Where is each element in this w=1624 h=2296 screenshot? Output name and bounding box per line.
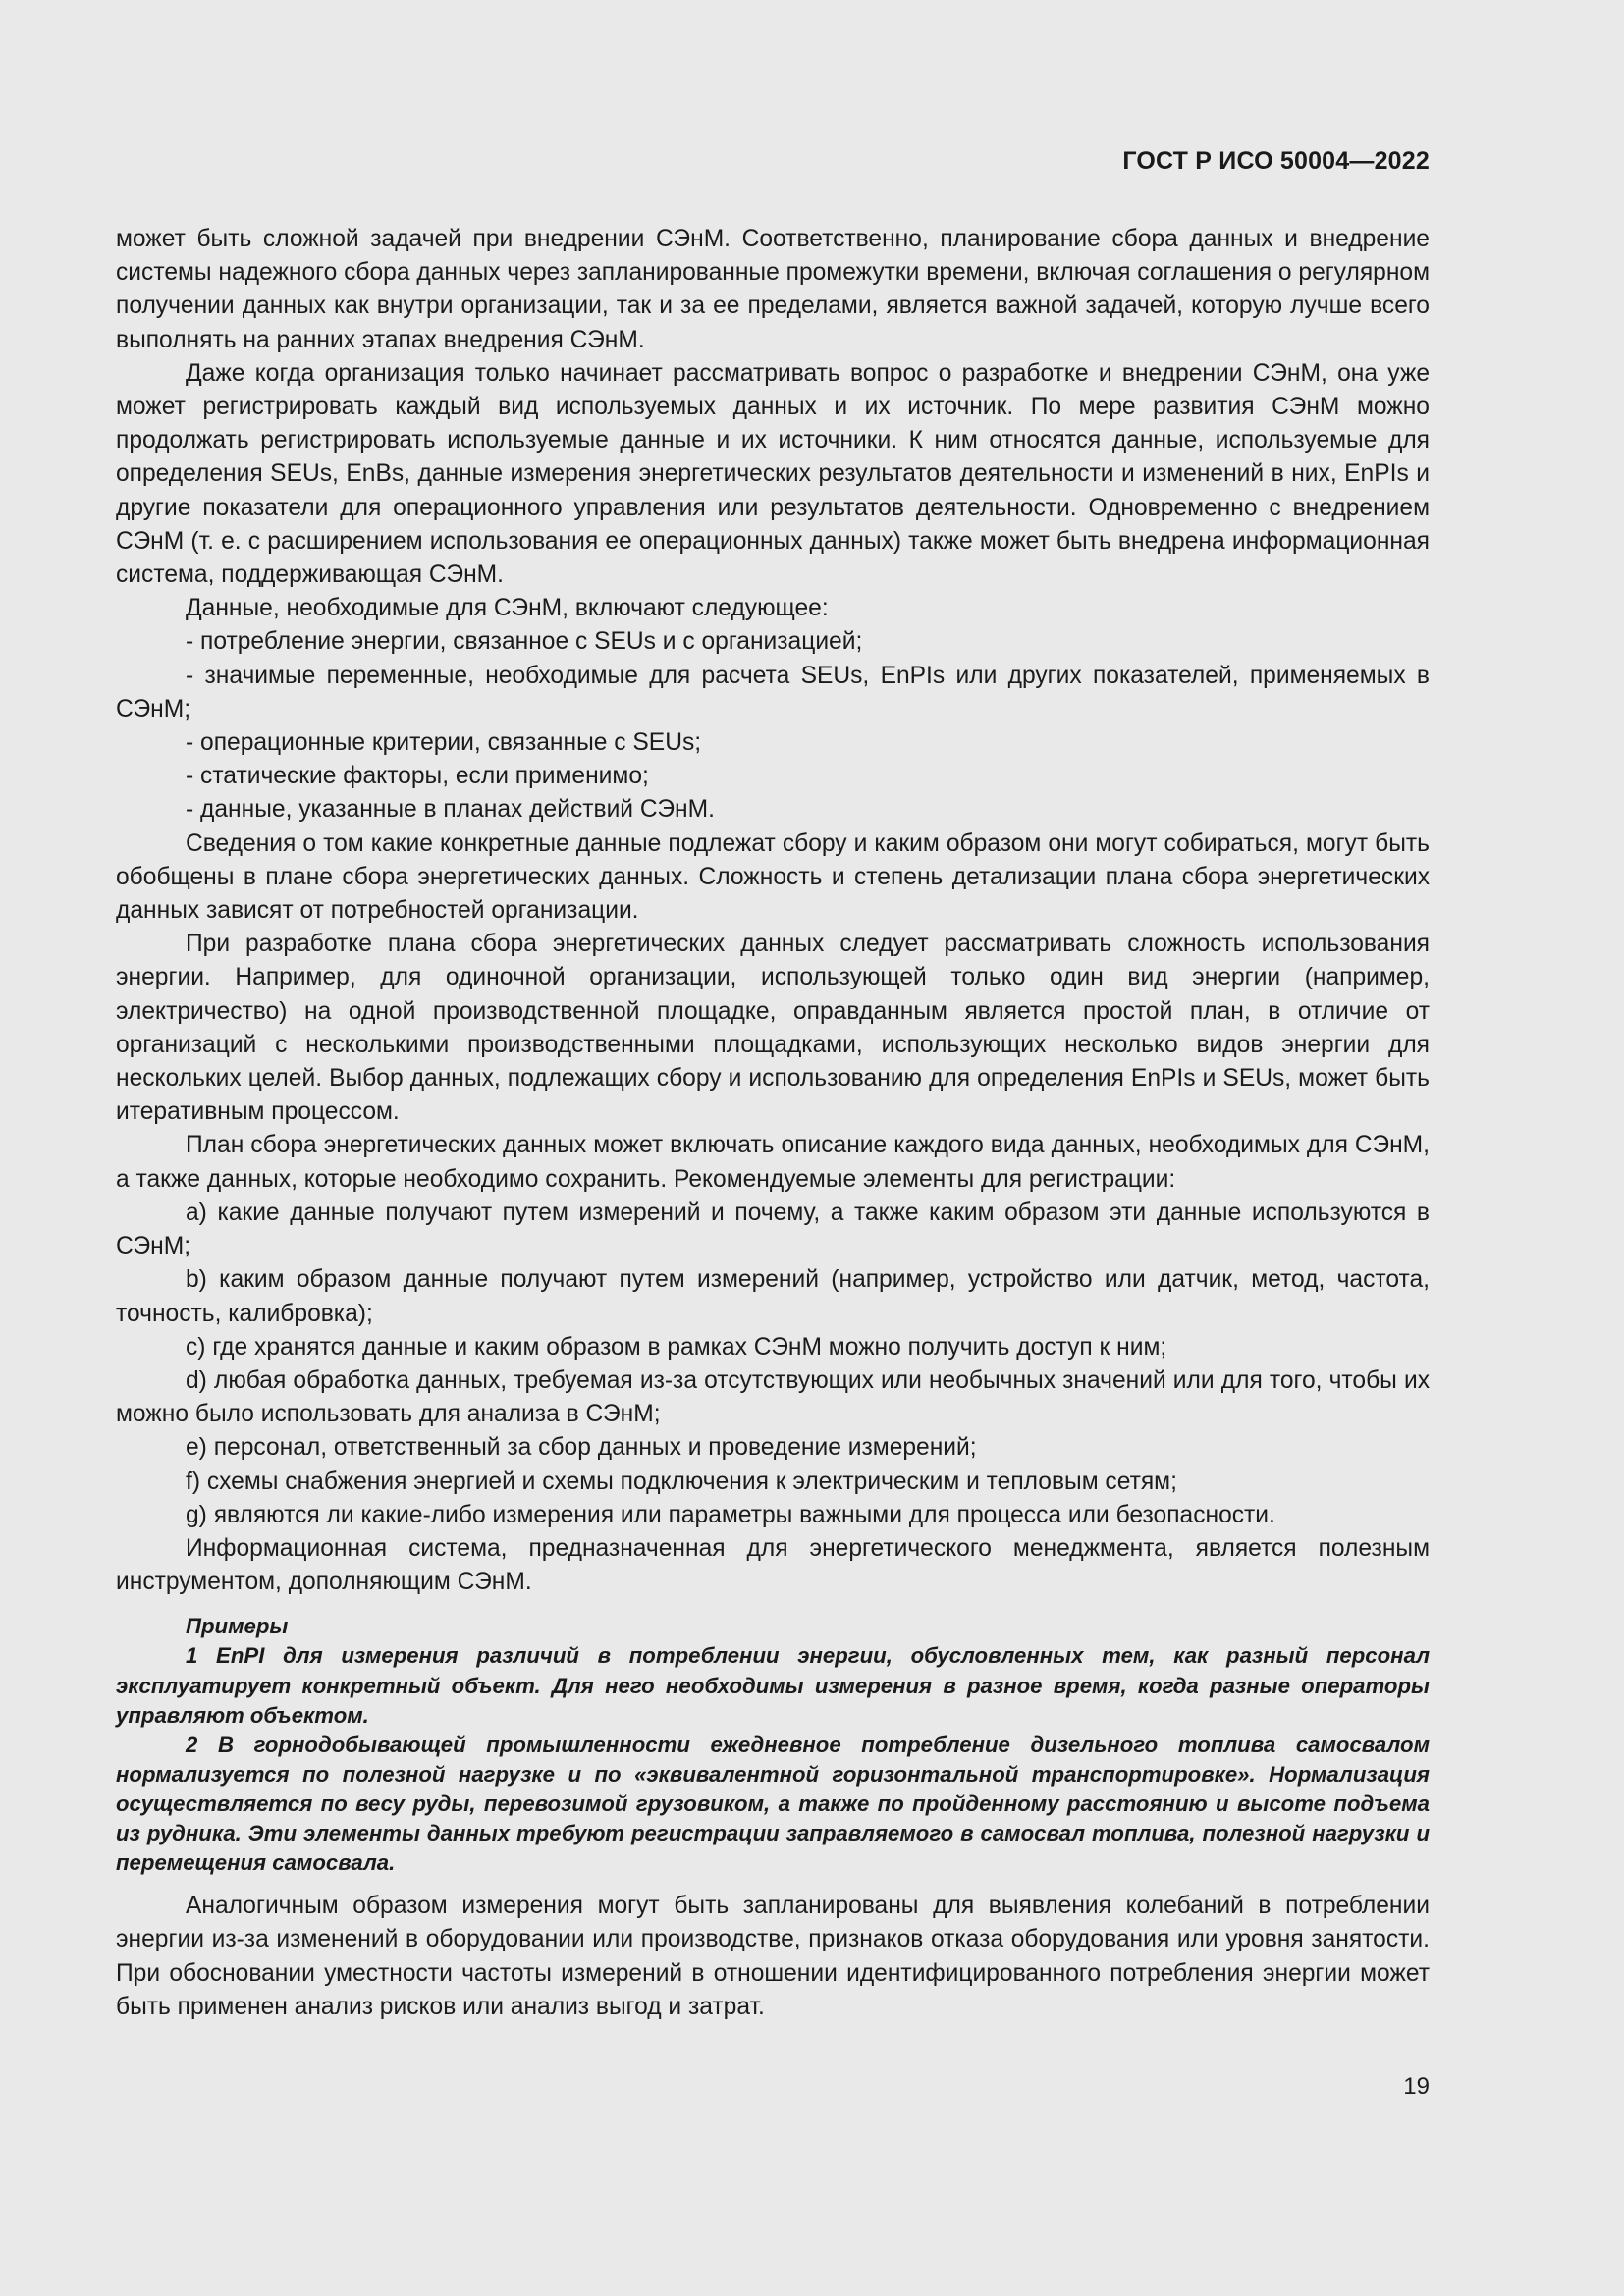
paragraph: может быть сложной задачей при внедрении СЭнМ. Соответственно, планирование сбора данных и внедрение системы надежного сбора данных через запланированные промежутки времени, включая соглашения о регулярном получении данных как внутри организации, так и за ее пределами, является важной задачей, которую лучше всего выполнять на ранних этапах внедрения СЭнМ.: [116, 226, 1430, 353]
paragraph: Информационная система, предназначенная для энергетического менеджмента, является полезным инструментом, дополняющим СЭнМ.: [116, 1534, 1430, 1596]
paragraph: Сведения о том какие конкретные данные подлежат сбору и каким образом они могут собираться, могут быть обобщены в плане сбора энергетических данных. Сложность и степень детализации плана сбора энергетических данных зависят от потребностей организации.: [116, 829, 1430, 925]
paragraph: Данные, необходимые для СЭнМ, включают следующее:: [186, 595, 829, 622]
list-item: b) каким образом данные получают путем измерений (например, устройство или датчик, метод, частота, точность, калибровка);: [116, 1266, 1430, 1327]
list-item: a) какие данные получают путем измерений и почему, а также каким образом эти данные используются в СЭнМ;: [116, 1199, 1430, 1260]
list-item: - потребление энергии, связанное с SEUs и с организацией;: [186, 628, 863, 656]
list-item: - операционные критерии, связанные с SEUs;: [186, 729, 702, 757]
paragraph: При разработке плана сбора энергетических данных следует рассматривать сложность использования энергии. Например, для одиночной организации, использующей только один вид энергии (например, электричество) на одной производственной площадке, оправданным является простой план, в отличие от организаций с несколькими производственными площадками, использующих несколько видов энергии для нескольких целей. Выбор данных, подлежащих сбору и использованию для определения EnPIs и SEUs, может быть итеративным процессом.: [116, 931, 1430, 1126]
examples-heading: Примеры: [186, 1614, 289, 1639]
examples-block: [116, 1612, 1430, 1878]
list-item: g) являются ли какие-либо измерения или параметры важными для процесса или безопасности.: [186, 1501, 1275, 1528]
document-body: [116, 223, 1430, 2024]
list-item: - значимые переменные, необходимые для расчета SEUs, EnPIs или других показателей, применяемых в СЭнМ;: [116, 662, 1430, 722]
list-item: e) персонал, ответственный за сбор данных и проведение измерений;: [186, 1434, 977, 1462]
list-item: - статические факторы, если применимо;: [186, 763, 649, 790]
list-item: f) схемы снабжения энергией и схемы подключения к электрическим и тепловым сетям;: [186, 1468, 1177, 1495]
paragraph: План сбора энергетических данных может включать описание каждого вида данных, необходимых для СЭнМ, а также данных, которые необходимо сохранить. Рекомендуемые элементы для регистрации:: [116, 1132, 1430, 1193]
paragraph: Даже когда организация только начинает рассматривать вопрос о разработке и внедрении СЭнМ, она уже может регистрировать каждый вид используемых данных и их источник. По мере развития СЭнМ можно продолжать регистрировать используемые данные и их источники. К ним относятся данные, используемые для определения SEUs, EnBs, данные измерения энергетических результатов деятельности и изменений в них, EnPIs и другие показатели для операционного управления или результатов деятельности. Одновременно с внедрением СЭнМ (т. е. с расширением использования ее операционных данных) также может быть внедрена информационная система, поддерживающая СЭнМ.: [116, 359, 1430, 589]
document-header: ГОСТ Р ИСО 50004—2022: [1122, 147, 1430, 175]
paragraph: Аналогичным образом измерения могут быть запланированы для выявления колебаний в потреблении энергии из-за изменений в оборудовании или производстве, признаков отказа оборудования или уровня занятости. При обосновании уместности частоты измерений в отношении идентифицированного потребления энергии может быть применен анализ рисков или анализ выгод и затрат.: [116, 1893, 1430, 2020]
list-item: d) любая обработка данных, требуемая из-за отсутствующих или необычных значений или для того, чтобы их можно было использовать для анализа в СЭнМ;: [116, 1366, 1430, 1428]
example-item: 2 В горнодобывающей промышленности ежедневное потребление дизельного топлива самосвалом нормализуется по полезной нагрузке и по «эквивалентной горизонтальной транспортировке». Нормализация осуществляется по весу руды, перевозимой грузовиком, а также по пройденному расстоянию и высоте подъема из рудника. Эти элементы данных требуют регистрации заправляемого в самосвал топлива, полезной нагрузки и перемещения самосвала.: [116, 1732, 1430, 1876]
list-item: c) где хранятся данные и каким образом в рамках СЭнМ можно получить доступ к ним;: [186, 1333, 1167, 1361]
list-item: - данные, указанные в планах действий СЭнМ.: [186, 796, 715, 824]
example-item: 1 EnPI для измерения различий в потреблении энергии, обусловленных тем, как разный персонал эксплуатирует конкретный объект. Для него необходимы измерения в разное время, когда разные операторы управляют объектом.: [116, 1643, 1430, 1728]
page-number: 19: [1403, 2073, 1430, 2100]
